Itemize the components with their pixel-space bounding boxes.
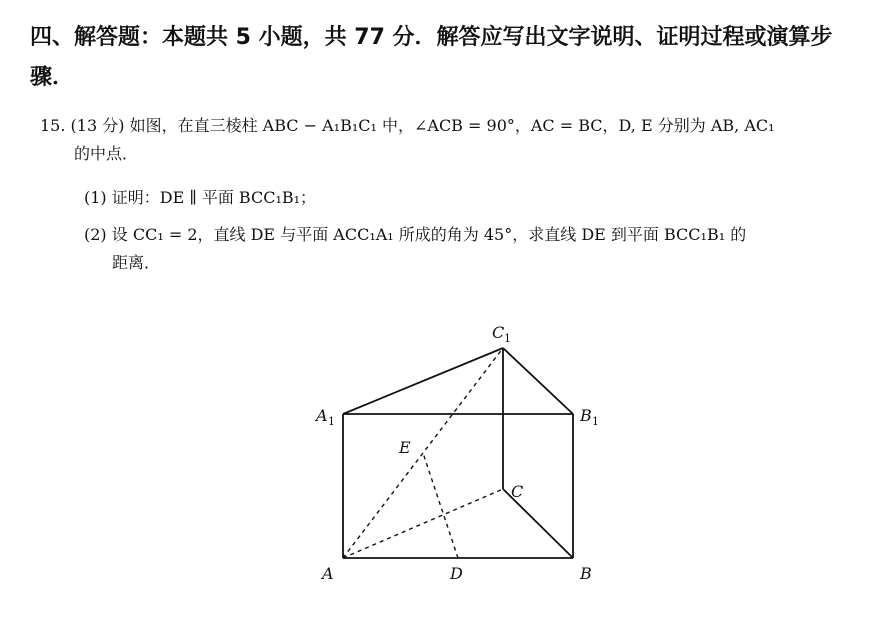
solid-edges — [343, 348, 573, 558]
problem-15 — [40, 112, 850, 168]
label-B: B — [580, 564, 592, 583]
label-B1-subscript: 1 — [592, 415, 599, 428]
segment-A-C1 — [343, 348, 503, 558]
segment-A-C — [343, 489, 503, 558]
problem-stem-text: 如图，在直三棱柱 ABC − A₁B₁C₁ 中，∠ACB = 90°，AC = BC，D, E 分别为 AB, AC₁ — [129, 116, 775, 135]
problem-score: (13 分) — [70, 116, 125, 135]
label-C: C — [511, 482, 524, 501]
label-C1: C — [492, 323, 505, 342]
label-A1-subscript: 1 — [328, 415, 335, 428]
part-2-line1 — [84, 225, 746, 244]
label-E: E — [399, 438, 411, 457]
edge-C1-B1 — [503, 348, 573, 414]
part-1-label: (1) — [84, 188, 107, 207]
label-A: A — [322, 564, 334, 583]
segment-D-E — [423, 453, 458, 558]
prism-figure — [300, 318, 620, 592]
label-D: D — [450, 564, 463, 583]
label-A1: A — [316, 406, 328, 425]
part-2-label: (2) — [84, 225, 107, 244]
problem-stem-line1 — [40, 112, 850, 140]
section-heading: 四、解答题：本题共 5 小题，共 77 分．解答应写出文字说明、证明过程或演算步骤． — [30, 25, 833, 90]
problem-part-2 — [84, 221, 850, 277]
edge-A1-C1 — [343, 348, 503, 414]
part-1-text: 证明：DE ∥ 平面 BCC₁B₁； — [111, 188, 317, 207]
label-C1-subscript: 1 — [504, 332, 511, 345]
problem-part-1 — [84, 184, 850, 212]
part-2-line2: 距离． — [112, 253, 161, 272]
label-B1: B — [580, 406, 592, 425]
hidden-edges — [343, 348, 503, 558]
part-2-text: 设 CC₁ = 2，直线 DE 与平面 ACC₁A₁ 所成的角为 45°，求直线 DE 到平面 BCC₁B₁ 的 — [111, 225, 747, 244]
problem-stem-line2: 的中点． — [74, 144, 139, 163]
problem-number: 15. — [40, 116, 66, 135]
